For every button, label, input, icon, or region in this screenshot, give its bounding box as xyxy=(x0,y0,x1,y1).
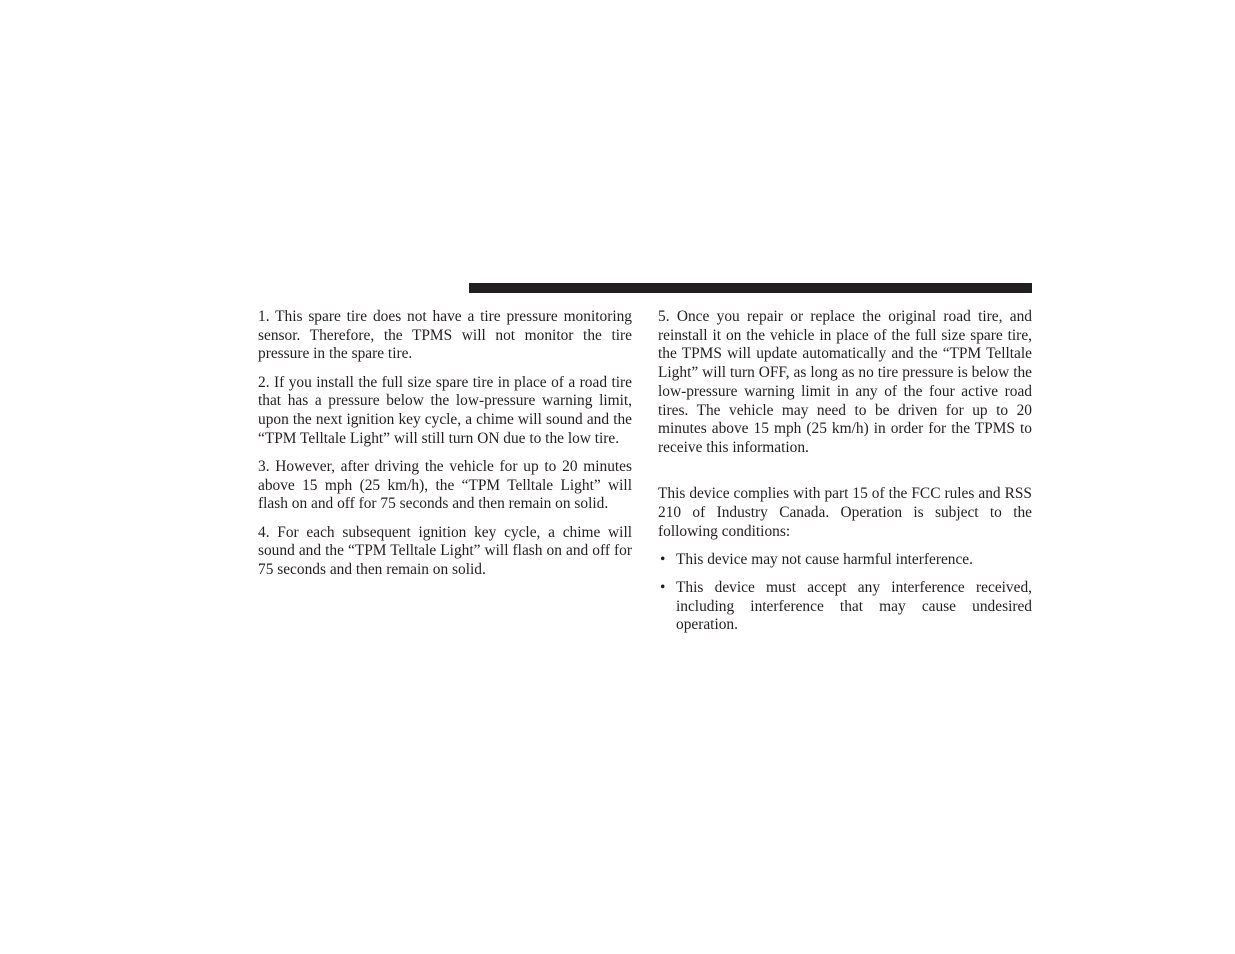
list-item xyxy=(658,579,1032,635)
list-item xyxy=(658,551,1032,570)
fcc-conditions-list xyxy=(658,551,1032,635)
section-gap xyxy=(658,467,1032,485)
paragraph-4: 4. For each subsequent ignition key cycle, a chime will sound and the “TPM Telltale Light” will flash on and off for 75 seconds and then remain on solid. xyxy=(258,523,632,578)
list-item-text: This device may not cause harmful interference. xyxy=(676,550,973,568)
left-column xyxy=(258,308,632,589)
paragraph-5: 5. Once you repair or replace the original road tire, and reinstall it on the vehicle in place of the full size spare tire, the TPMS will update automatically and the “TPM Telltale Light” will turn OFF, as long as no tire pressure is below the low-pressure warning limit in any of the four active road tires. The vehicle may need to be driven for up to 20 minutes above 15 mph (25 km/h) in order for the TPMS to receive this information. xyxy=(658,308,1032,456)
fcc-compliance-intro: This device complies with part 15 of the FCC rules and RSS 210 of Industry Canada. Operation is subject to the following conditions: xyxy=(658,485,1032,540)
paragraph-3: 3. However, after driving the vehicle for up to 20 minutes above 15 mph (25 km/h), the “TPM Telltale Light” will flash on and off for 75 seconds and then remain on solid. xyxy=(258,457,632,513)
bullet-icon: • xyxy=(660,550,666,568)
bullet-icon: • xyxy=(660,578,666,596)
right-column xyxy=(658,308,1032,645)
paragraph-2: 2. If you install the full size spare tire in place of a road tire that has a pressure below the low-pressure warning limit, upon the next ignition key cycle, a chime will sound and the “TPM Telltale Light” will still turn ON due to the low tire. xyxy=(258,373,632,447)
paragraph-1: 1. This spare tire does not have a tire pressure monitoring sensor. Therefore, the TPMS will not monitor the tire pressure in the spare tire. xyxy=(258,308,632,363)
list-item-text: This device must accept any interference received, including interference that may cause undesired operation. xyxy=(676,578,1032,634)
section-header-rule xyxy=(469,283,1032,293)
